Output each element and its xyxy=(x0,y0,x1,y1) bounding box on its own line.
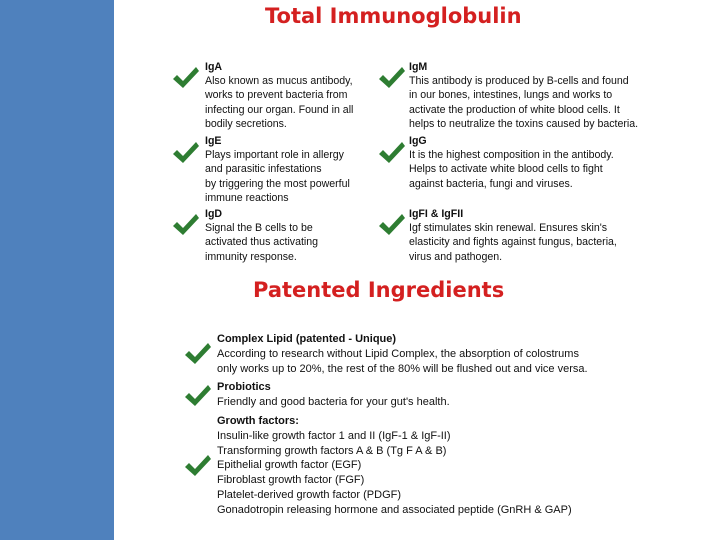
probiotics-item xyxy=(217,380,450,410)
probiotics-text: Friendly and good bacteria for your gut's health. xyxy=(217,395,450,408)
iga-text: works to prevent bacteria from xyxy=(205,89,348,102)
checkmark-icon xyxy=(184,384,212,408)
ige-text: Plays important role in allergy xyxy=(205,149,344,162)
checkmark-icon xyxy=(378,141,406,165)
igm-text: in our bones, intestines, lungs and works to xyxy=(409,89,613,102)
growth-factor-line: Insulin-like growth factor 1 and II (IgF-1 & IgF-II) xyxy=(217,429,451,442)
iga-text: Also known as mucus antibody, xyxy=(205,75,353,88)
igm-item xyxy=(409,60,638,131)
checkmark-icon xyxy=(184,342,212,366)
igf-text: Igf stimulates skin renewal. Ensures skin's xyxy=(409,222,608,235)
ige-item xyxy=(205,134,350,205)
igg-item xyxy=(409,134,614,191)
igd-title: IgD xyxy=(205,208,223,220)
igf-text: virus and pathogen. xyxy=(409,250,503,263)
igd-text: activated thus activating xyxy=(205,236,319,249)
growth-factor-line: Fibroblast growth factor (FGF) xyxy=(217,474,365,487)
complex-lipid-text: According to research without Lipid Complex, the absorption of colostrums xyxy=(217,347,579,360)
iga-item xyxy=(205,60,353,131)
probiotics-title: Probiotics xyxy=(217,381,271,393)
igd-text: Signal the B cells to be xyxy=(205,222,313,235)
ige-title: IgE xyxy=(205,135,222,147)
checkmark-icon xyxy=(378,66,406,90)
igg-text: It is the highest composition in the antibody. xyxy=(409,149,614,162)
igd-text: immunity response. xyxy=(205,250,297,263)
igd-item xyxy=(205,207,318,264)
checkmark-icon xyxy=(172,141,200,165)
patented-ingredients-heading: Patented Ingredients xyxy=(253,278,505,302)
complex-lipid-text: only works up to 20%, the rest of the 80% will be flushed out and vice versa. xyxy=(217,362,588,375)
igg-text: Helps to activate white blood cells to fight xyxy=(409,163,603,176)
igf-text: elasticity and fights against fungus, bacteria, xyxy=(409,236,617,249)
growth-factor-line: Gonadotropin releasing hormone and associated peptide (GnRH & GAP) xyxy=(217,503,572,516)
growth-factors-item xyxy=(217,414,572,518)
complex-lipid-item xyxy=(217,332,588,376)
igm-text: This antibody is produced by B-cells and found xyxy=(409,75,629,88)
ige-text: and parasitic infestations xyxy=(205,163,322,176)
iga-title: IgA xyxy=(205,61,223,73)
igm-text: helps to neutralize the toxins caused by bacteria. xyxy=(409,117,639,130)
igg-title: IgG xyxy=(409,135,427,147)
growth-factor-line: Epithelial growth factor (EGF) xyxy=(217,459,362,472)
total-immunoglobulin-heading: Total Immunoglobulin xyxy=(265,4,522,28)
checkmark-icon xyxy=(172,213,200,237)
igg-text: against bacteria, fungi and viruses. xyxy=(409,177,573,190)
igf-title: IgFI & IgFII xyxy=(409,208,464,220)
ige-text: immune reactions xyxy=(205,191,289,204)
checkmark-icon xyxy=(184,454,212,478)
ige-text: by triggering the most powerful xyxy=(205,177,350,190)
checkmark-icon xyxy=(172,66,200,90)
igm-title: IgM xyxy=(409,61,428,73)
checkmark-icon xyxy=(378,213,406,237)
igf-item xyxy=(409,207,617,264)
growth-factor-line: Platelet-derived growth factor (PDGF) xyxy=(217,488,402,501)
iga-text: bodily secretions. xyxy=(205,117,287,130)
complex-lipid-title: Complex Lipid (patented - Unique) xyxy=(217,333,397,345)
growth-factors-title: Growth factors: xyxy=(217,415,299,427)
igm-text: activate the production of white blood cells. It xyxy=(409,103,620,116)
sidebar-accent-bar xyxy=(0,0,114,540)
growth-factor-line: Transforming growth factors A & B (Tg F A & B) xyxy=(217,444,447,457)
iga-text: infecting our organ. Found in all xyxy=(205,103,354,116)
